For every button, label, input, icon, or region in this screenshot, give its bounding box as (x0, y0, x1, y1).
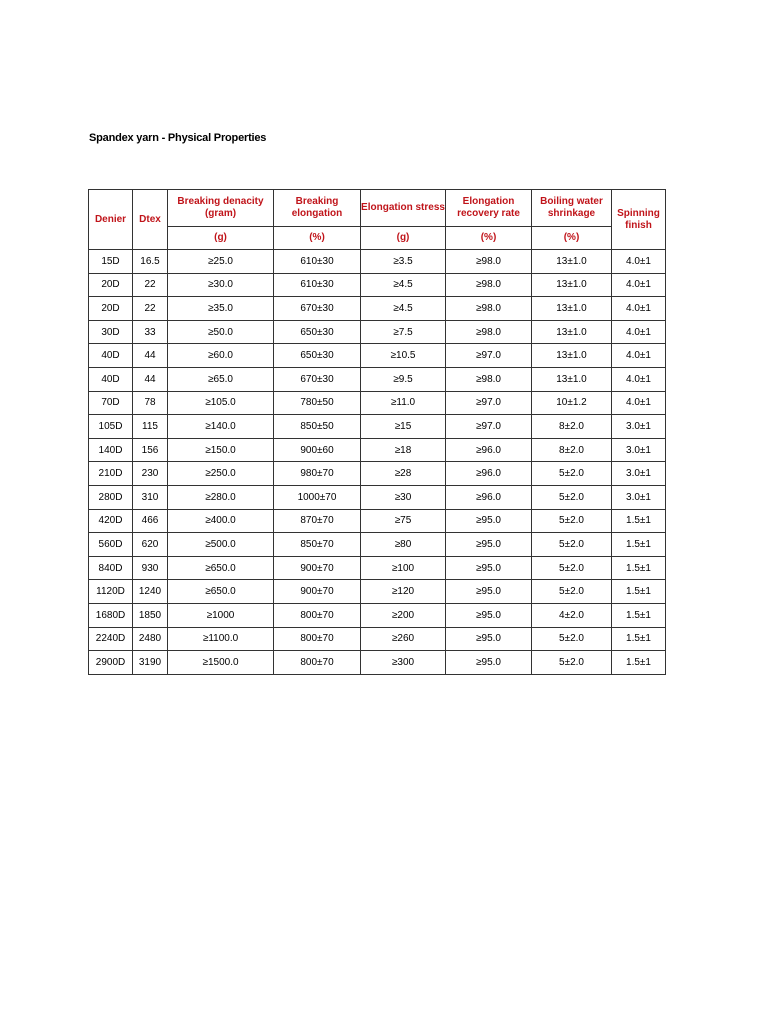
cell-breaking-tenacity: ≥650.0 (168, 580, 274, 604)
cell-elongation-recovery: ≥95.0 (446, 603, 532, 627)
unit-boiling-water: (%) (532, 227, 612, 250)
cell-breaking-tenacity: ≥30.0 (168, 273, 274, 297)
cell-elongation-recovery: ≥95.0 (446, 509, 532, 533)
cell-elongation-stress: ≥3.5 (361, 250, 446, 274)
cell-boiling-water: 5±2.0 (532, 462, 612, 486)
cell-dtex: 1240 (133, 580, 168, 604)
unit-breaking-tenacity: (g) (168, 227, 274, 250)
cell-breaking-tenacity: ≥280.0 (168, 485, 274, 509)
cell-denier: 560D (89, 533, 133, 557)
table-row (89, 391, 666, 415)
cell-dtex: 115 (133, 415, 168, 439)
header-breaking-elongation: Breaking elongation (274, 190, 361, 227)
cell-breaking-tenacity: ≥105.0 (168, 391, 274, 415)
cell-breaking-elongation: 800±70 (274, 603, 361, 627)
cell-breaking-elongation: 610±30 (274, 273, 361, 297)
cell-boiling-water: 5±2.0 (532, 580, 612, 604)
cell-elongation-recovery: ≥95.0 (446, 580, 532, 604)
table-row (89, 273, 666, 297)
cell-elongation-stress: ≥120 (361, 580, 446, 604)
cell-elongation-stress: ≥18 (361, 438, 446, 462)
cell-elongation-recovery: ≥98.0 (446, 273, 532, 297)
cell-elongation-stress: ≥4.5 (361, 297, 446, 321)
cell-spinning-finish: 4.0±1 (612, 250, 666, 274)
cell-dtex: 230 (133, 462, 168, 486)
cell-dtex: 930 (133, 556, 168, 580)
cell-spinning-finish: 1.5±1 (612, 509, 666, 533)
cell-spinning-finish: 1.5±1 (612, 533, 666, 557)
cell-elongation-stress: ≥9.5 (361, 367, 446, 391)
cell-elongation-stress: ≥30 (361, 485, 446, 509)
cell-dtex: 466 (133, 509, 168, 533)
cell-denier: 420D (89, 509, 133, 533)
cell-denier: 140D (89, 438, 133, 462)
table-row (89, 297, 666, 321)
cell-elongation-recovery: ≥95.0 (446, 651, 532, 675)
table-row (89, 603, 666, 627)
unit-elongation-recovery: (%) (446, 227, 532, 250)
cell-boiling-water: 13±1.0 (532, 367, 612, 391)
cell-spinning-finish: 1.5±1 (612, 580, 666, 604)
cell-spinning-finish: 4.0±1 (612, 367, 666, 391)
cell-denier: 30D (89, 320, 133, 344)
cell-elongation-stress: ≥80 (361, 533, 446, 557)
cell-dtex: 44 (133, 367, 168, 391)
cell-spinning-finish: 3.0±1 (612, 462, 666, 486)
cell-spinning-finish: 4.0±1 (612, 297, 666, 321)
cell-dtex: 156 (133, 438, 168, 462)
header-dtex: Dtex (133, 190, 168, 250)
cell-dtex: 3190 (133, 651, 168, 675)
cell-breaking-tenacity: ≥140.0 (168, 415, 274, 439)
table-header (89, 190, 666, 250)
cell-breaking-tenacity: ≥25.0 (168, 250, 274, 274)
header-denier: Denier (89, 190, 133, 250)
cell-boiling-water: 13±1.0 (532, 250, 612, 274)
cell-elongation-stress: ≥200 (361, 603, 446, 627)
cell-denier: 20D (89, 273, 133, 297)
table-body (89, 250, 666, 675)
header-breaking-tenacity: Breaking denacity (gram) (168, 190, 274, 227)
cell-boiling-water: 8±2.0 (532, 415, 612, 439)
cell-spinning-finish: 4.0±1 (612, 391, 666, 415)
cell-elongation-recovery: ≥98.0 (446, 367, 532, 391)
cell-spinning-finish: 1.5±1 (612, 627, 666, 651)
cell-breaking-elongation: 670±30 (274, 367, 361, 391)
cell-spinning-finish: 4.0±1 (612, 273, 666, 297)
cell-boiling-water: 5±2.0 (532, 509, 612, 533)
cell-dtex: 16.5 (133, 250, 168, 274)
table-row (89, 415, 666, 439)
cell-dtex: 22 (133, 273, 168, 297)
table-row (89, 533, 666, 557)
cell-spinning-finish: 4.0±1 (612, 344, 666, 368)
cell-spinning-finish: 1.5±1 (612, 603, 666, 627)
cell-elongation-recovery: ≥95.0 (446, 556, 532, 580)
cell-boiling-water: 4±2.0 (532, 603, 612, 627)
cell-spinning-finish: 1.5±1 (612, 651, 666, 675)
cell-elongation-stress: ≥300 (361, 651, 446, 675)
cell-breaking-elongation: 610±30 (274, 250, 361, 274)
cell-breaking-tenacity: ≥50.0 (168, 320, 274, 344)
cell-denier: 280D (89, 485, 133, 509)
cell-elongation-recovery: ≥96.0 (446, 485, 532, 509)
cell-breaking-tenacity: ≥1000 (168, 603, 274, 627)
cell-boiling-water: 13±1.0 (532, 273, 612, 297)
cell-elongation-stress: ≥11.0 (361, 391, 446, 415)
cell-dtex: 78 (133, 391, 168, 415)
cell-breaking-tenacity: ≥65.0 (168, 367, 274, 391)
cell-denier: 210D (89, 462, 133, 486)
cell-breaking-elongation: 780±50 (274, 391, 361, 415)
cell-breaking-elongation: 980±70 (274, 462, 361, 486)
cell-denier: 40D (89, 367, 133, 391)
cell-breaking-elongation: 870±70 (274, 509, 361, 533)
table-row (89, 367, 666, 391)
cell-elongation-stress: ≥28 (361, 462, 446, 486)
cell-boiling-water: 5±2.0 (532, 556, 612, 580)
cell-elongation-recovery: ≥98.0 (446, 250, 532, 274)
cell-boiling-water: 5±2.0 (532, 627, 612, 651)
table-row (89, 250, 666, 274)
cell-breaking-elongation: 650±30 (274, 320, 361, 344)
table-row (89, 627, 666, 651)
cell-elongation-stress: ≥75 (361, 509, 446, 533)
cell-denier: 70D (89, 391, 133, 415)
cell-breaking-elongation: 1000±70 (274, 485, 361, 509)
unit-elongation-stress: (g) (361, 227, 446, 250)
cell-denier: 1680D (89, 603, 133, 627)
cell-elongation-recovery: ≥98.0 (446, 320, 532, 344)
cell-boiling-water: 8±2.0 (532, 438, 612, 462)
cell-breaking-elongation: 650±30 (274, 344, 361, 368)
cell-elongation-recovery: ≥96.0 (446, 438, 532, 462)
cell-dtex: 33 (133, 320, 168, 344)
cell-elongation-stress: ≥10.5 (361, 344, 446, 368)
properties-table (88, 189, 666, 675)
cell-breaking-elongation: 900±70 (274, 580, 361, 604)
cell-breaking-elongation: 850±70 (274, 533, 361, 557)
cell-elongation-stress: ≥7.5 (361, 320, 446, 344)
cell-breaking-tenacity: ≥150.0 (168, 438, 274, 462)
cell-dtex: 620 (133, 533, 168, 557)
cell-boiling-water: 5±2.0 (532, 533, 612, 557)
cell-denier: 105D (89, 415, 133, 439)
cell-boiling-water: 13±1.0 (532, 320, 612, 344)
table-row (89, 438, 666, 462)
cell-elongation-recovery: ≥95.0 (446, 627, 532, 651)
cell-breaking-elongation: 800±70 (274, 627, 361, 651)
cell-spinning-finish: 1.5±1 (612, 556, 666, 580)
table-row (89, 651, 666, 675)
header-elongation-recovery: Elongation recovery rate (446, 190, 532, 227)
cell-spinning-finish: 3.0±1 (612, 438, 666, 462)
cell-boiling-water: 10±1.2 (532, 391, 612, 415)
cell-elongation-recovery: ≥97.0 (446, 344, 532, 368)
document-title: Spandex yarn - Physical Properties (89, 132, 267, 144)
cell-elongation-recovery: ≥97.0 (446, 415, 532, 439)
cell-spinning-finish: 4.0±1 (612, 320, 666, 344)
cell-breaking-tenacity: ≥400.0 (168, 509, 274, 533)
table-row (89, 485, 666, 509)
cell-breaking-tenacity: ≥650.0 (168, 556, 274, 580)
cell-elongation-stress: ≥15 (361, 415, 446, 439)
cell-denier: 2240D (89, 627, 133, 651)
table-row (89, 344, 666, 368)
cell-dtex: 310 (133, 485, 168, 509)
cell-breaking-elongation: 900±60 (274, 438, 361, 462)
cell-elongation-stress: ≥260 (361, 627, 446, 651)
table-row (89, 556, 666, 580)
table-row (89, 509, 666, 533)
cell-breaking-tenacity: ≥60.0 (168, 344, 274, 368)
cell-boiling-water: 5±2.0 (532, 485, 612, 509)
cell-breaking-tenacity: ≥250.0 (168, 462, 274, 486)
table-row (89, 462, 666, 486)
cell-breaking-tenacity: ≥500.0 (168, 533, 274, 557)
cell-denier: 20D (89, 297, 133, 321)
cell-boiling-water: 5±2.0 (532, 651, 612, 675)
cell-elongation-stress: ≥100 (361, 556, 446, 580)
cell-breaking-elongation: 670±30 (274, 297, 361, 321)
table-row (89, 580, 666, 604)
cell-breaking-elongation: 900±70 (274, 556, 361, 580)
cell-elongation-recovery: ≥98.0 (446, 297, 532, 321)
cell-elongation-recovery: ≥95.0 (446, 533, 532, 557)
cell-breaking-tenacity: ≥35.0 (168, 297, 274, 321)
cell-breaking-tenacity: ≥1500.0 (168, 651, 274, 675)
header-spinning-finish: Spinning finish (612, 190, 666, 250)
cell-spinning-finish: 3.0±1 (612, 485, 666, 509)
header-elongation-stress: Elongation stress (361, 190, 446, 227)
cell-elongation-recovery: ≥96.0 (446, 462, 532, 486)
cell-breaking-elongation: 800±70 (274, 651, 361, 675)
cell-dtex: 2480 (133, 627, 168, 651)
cell-denier: 40D (89, 344, 133, 368)
cell-elongation-recovery: ≥97.0 (446, 391, 532, 415)
cell-denier: 840D (89, 556, 133, 580)
cell-boiling-water: 13±1.0 (532, 297, 612, 321)
header-boiling-water: Boiling water shrinkage (532, 190, 612, 227)
cell-spinning-finish: 3.0±1 (612, 415, 666, 439)
cell-dtex: 22 (133, 297, 168, 321)
cell-breaking-elongation: 850±50 (274, 415, 361, 439)
cell-dtex: 1850 (133, 603, 168, 627)
cell-breaking-tenacity: ≥1100.0 (168, 627, 274, 651)
cell-dtex: 44 (133, 344, 168, 368)
table-row (89, 320, 666, 344)
cell-elongation-stress: ≥4.5 (361, 273, 446, 297)
cell-denier: 15D (89, 250, 133, 274)
cell-denier: 1120D (89, 580, 133, 604)
cell-denier: 2900D (89, 651, 133, 675)
cell-boiling-water: 13±1.0 (532, 344, 612, 368)
unit-breaking-elongation: (%) (274, 227, 361, 250)
